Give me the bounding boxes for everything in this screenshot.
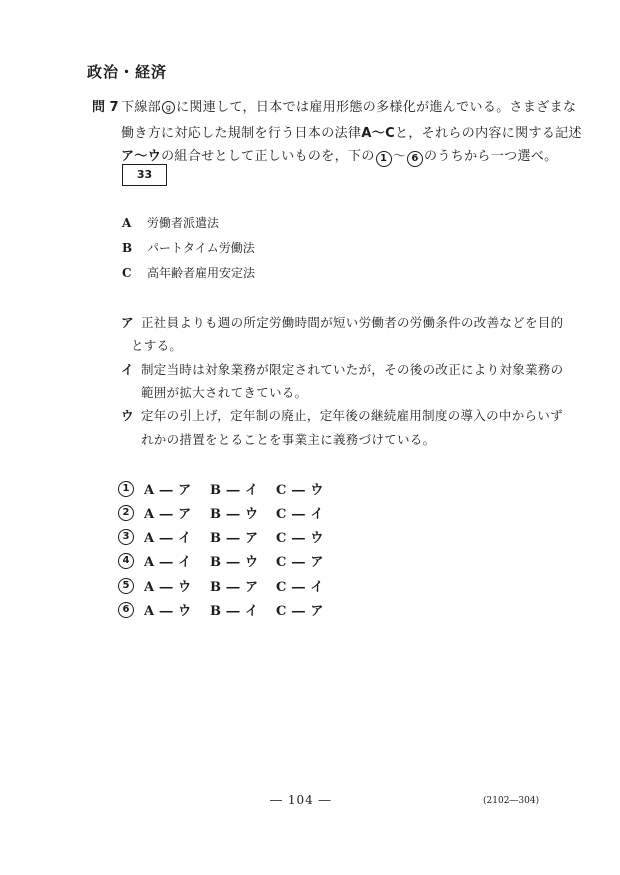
- statement-item: [121, 360, 563, 378]
- pair-c: C ― ア: [276, 604, 324, 619]
- question-text: 働き方に対応した規制を行う日本の法律: [121, 126, 362, 141]
- statement-text: 正社員よりも週の所定労働時間が短い労働者の労働条件の改善などを目的: [141, 315, 564, 330]
- pair-a: A ― イ: [144, 555, 192, 570]
- exam-code: (2102―304): [483, 796, 540, 806]
- option-number-icon: 5: [118, 578, 134, 594]
- question-text: の組合せとして正しいものを，下の: [161, 149, 375, 164]
- law-item: [122, 239, 255, 256]
- question-line-1: [121, 96, 576, 115]
- pair-a: A ― ウ: [144, 580, 192, 595]
- page-number: ― 104 ―: [270, 793, 332, 807]
- law-key: B: [122, 241, 133, 255]
- question-text: のうちから一つ選べ。: [424, 149, 558, 164]
- option-number-icon: 3: [118, 529, 134, 545]
- pair-a: A ― ア: [144, 483, 192, 498]
- pair-c: C ― ア: [276, 555, 324, 570]
- option-row: [118, 551, 324, 570]
- question-text: と，それらの内容に関する記述: [394, 126, 582, 141]
- statement-item: [121, 406, 563, 424]
- statement-text: 定年の引上げ，定年制の廃止，定年後の継続雇用制度の導入の中からいず: [141, 408, 563, 423]
- pair-c: C ― ウ: [276, 531, 324, 546]
- question-line-2: [121, 122, 582, 141]
- statement-key: ウ: [121, 408, 134, 423]
- question-text: 下線部: [121, 100, 162, 115]
- pair-c: C ― イ: [276, 507, 324, 522]
- pair-a: A ― ア: [144, 507, 192, 522]
- pair-c: C ― イ: [276, 580, 324, 595]
- pair-b: B ― ア: [210, 580, 259, 595]
- option-row: [118, 479, 324, 498]
- statement-text: 制定当時は対象業務が限定されていたが，その後の改正により対象業務の: [141, 362, 564, 377]
- law-range-label: A～C: [361, 126, 395, 141]
- statement-continuation: 範囲が拡大されてきている。: [141, 385, 308, 400]
- option-number-icon: 6: [118, 602, 134, 618]
- underline-reference-mark: g: [162, 101, 175, 114]
- option-row: [118, 576, 324, 595]
- option-row: [118, 527, 324, 546]
- law-item: [122, 214, 219, 231]
- option-row: [118, 503, 324, 522]
- statement-key: イ: [121, 362, 134, 377]
- subject-title: 政治・経済: [87, 63, 168, 81]
- range-tilde: ～: [392, 149, 407, 164]
- statement-range-label: ア～ウ: [121, 149, 162, 164]
- law-key: A: [122, 216, 132, 230]
- law-key: C: [122, 266, 132, 280]
- question-line-3: [121, 145, 558, 167]
- option-number-icon: 1: [118, 481, 134, 497]
- statement-item: [121, 313, 563, 331]
- pair-c: C ― ウ: [276, 483, 324, 498]
- choice-number-icon: 6: [407, 151, 423, 167]
- option-number-icon: 2: [118, 505, 134, 521]
- law-name: 労働者派遣法: [147, 216, 220, 230]
- statement-key: ア: [121, 315, 134, 330]
- option-row: [118, 600, 324, 619]
- answer-number-box: 33: [122, 164, 167, 186]
- pair-b: B ― ウ: [210, 555, 259, 570]
- pair-b: B ― イ: [210, 604, 259, 619]
- law-name: 高年齢者雇用安定法: [147, 266, 256, 280]
- pair-b: B ― ウ: [210, 507, 259, 522]
- law-name: パートタイム労働法: [147, 241, 255, 255]
- statement-continuation: れかの措置をとることを事業主に義務づけている。: [141, 432, 436, 447]
- pair-a: A ― イ: [144, 531, 192, 546]
- question-number: 問 7: [92, 100, 119, 115]
- pair-a: A ― ウ: [144, 604, 192, 619]
- law-item: [122, 264, 255, 281]
- choice-number-icon: 1: [376, 151, 392, 167]
- statement-continuation: とする。: [131, 338, 183, 353]
- pair-b: B ― イ: [210, 483, 259, 498]
- pair-b: B ― ア: [210, 531, 259, 546]
- option-number-icon: 4: [118, 553, 134, 569]
- question-text: に関連して，日本では雇用形態の多様化が進んでいる。さまざまな: [176, 100, 577, 115]
